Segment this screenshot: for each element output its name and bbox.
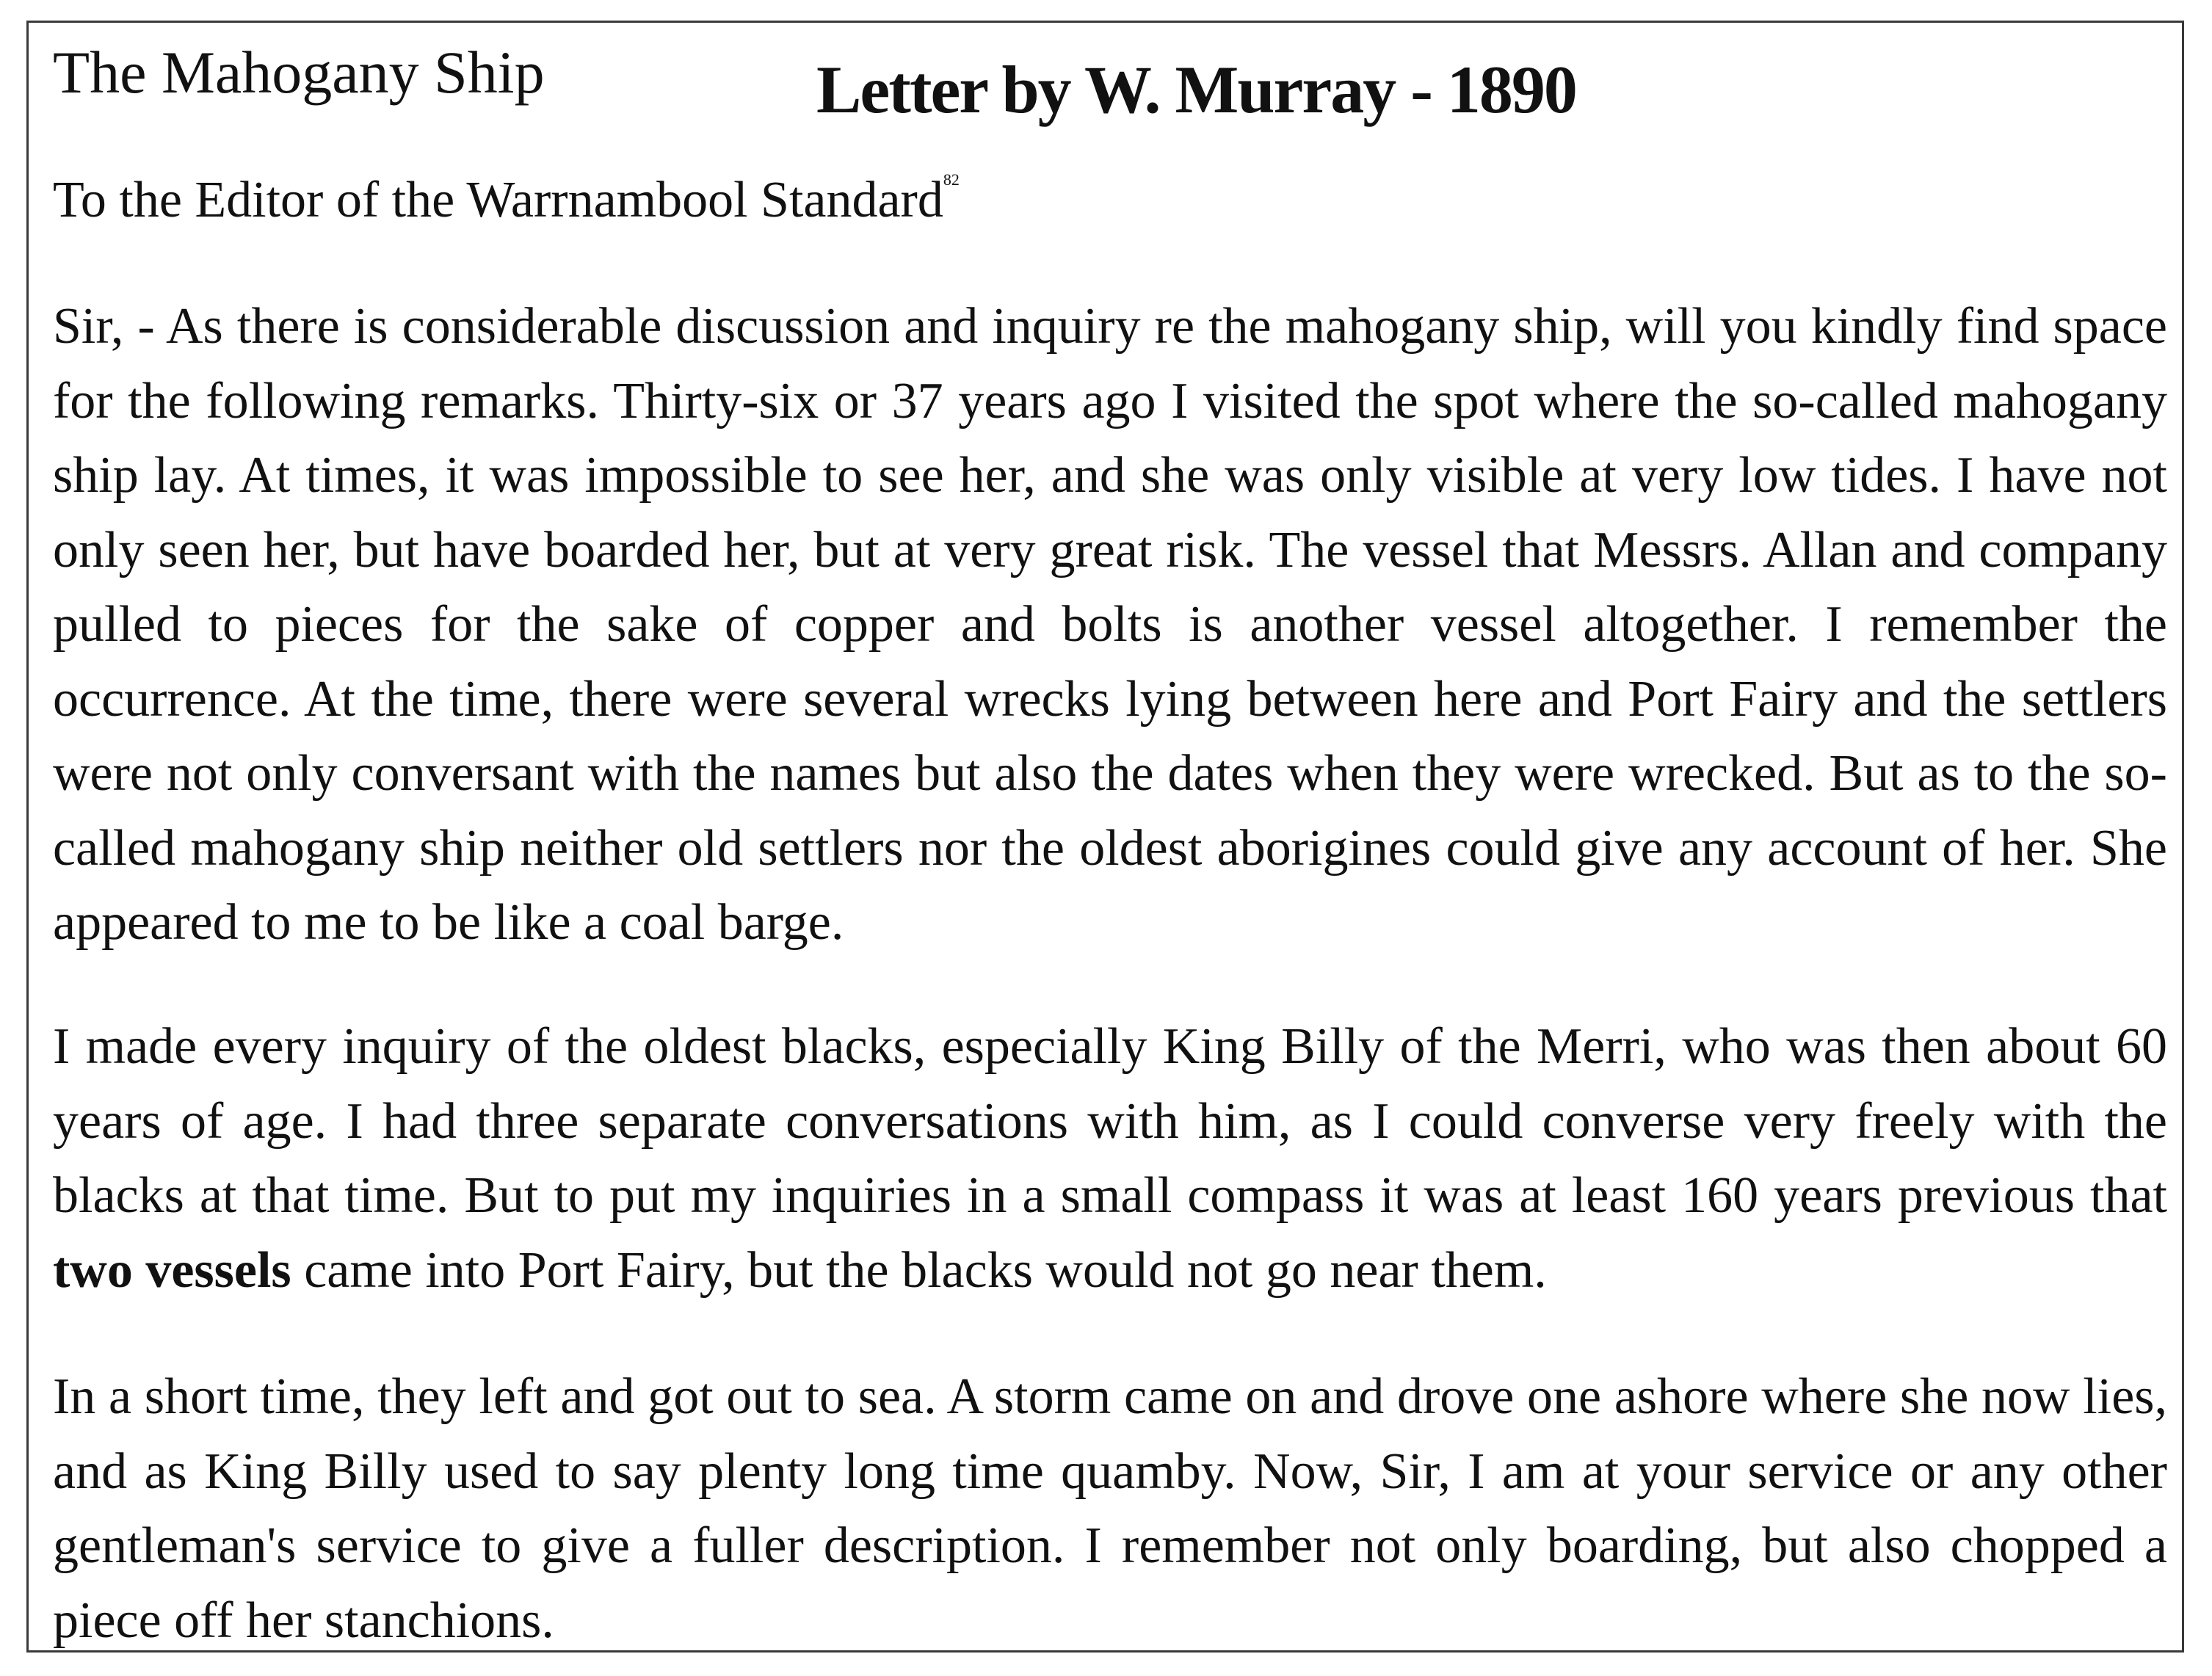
paragraph-2 xyxy=(53,1009,2167,1307)
letter-title: Letter by W. Murray - 1890 xyxy=(816,52,1576,127)
book-title: The Mahogany Ship xyxy=(53,39,545,106)
salutation-text: To the Editor of the Warrnambool Standard xyxy=(53,172,943,228)
paragraph-2-emphasis: two vessels xyxy=(53,1241,291,1299)
paragraph-3: In a short time, they left and got out to sea. A storm came on and drove one ashore where she now lies, and as King Billy used to say plenty long time quamby. Now, Sir, I am at your service or any other gentleman's service to give a fuller description. I remember not only boarding, but also chopped a piece off her stanchions. xyxy=(53,1368,2167,1649)
paragraph-2-text-start: I made every inquiry of the oldest blacks, especially King Billy of the Merri, who was then about 60 years of age. I had three separate conversations with him, as I could converse very freely with the blacks at that time. But to put my inquiries in a small compass it was at least 160 years previous that xyxy=(53,1018,2167,1224)
paragraph-1: Sir, - As there is considerable discussion and inquiry re the mahogany ship, will you kindly find space for the following remarks. Thirty-six or 37 years ago I visited the spot where the so-called mahogany ship lay. At times, it was impossible to see her, and she was only visible at very low tides. I have not only seen her, but have boarded her, but at very great risk. The vessel that Messrs. Allan and company pulled to pieces for the sake of copper and bolts is another vessel altogether. I remember the occurrence. At the time, there were several wrecks lying between here and Port Fairy and the settlers were not only conversant with the names but also the dates when they were wrecked. But as to the so-called mahogany ship neither old settlers nor the oldest aborigines could give any account of her. She appeared to me to be like a coal barge. xyxy=(53,298,2167,951)
paragraph-2-text-end: came into Port Fairy, but the blacks would not go near them. xyxy=(291,1241,1547,1299)
salutation-line xyxy=(53,170,960,228)
footnote-marker: 82 xyxy=(943,170,960,189)
